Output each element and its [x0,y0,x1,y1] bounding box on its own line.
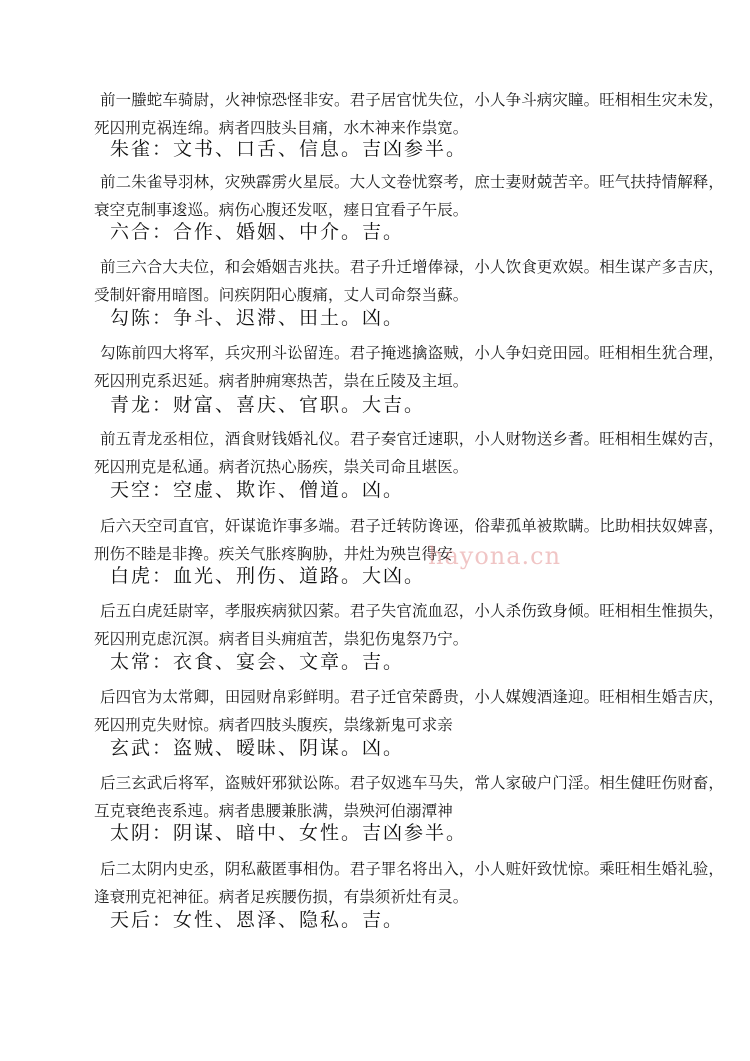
verse-line: 死囚刑克系迟延。病者肿痈寒热苦，祟在丘陵及主垣。 [94,372,469,390]
verse-paragraph-10 [94,855,725,911]
entry-heading-taiyin: 太阴：阴谋、暗中、女性。吉凶参半。 [110,822,468,844]
verse-line: 死囚刑克虑沉溟。病者目头痈疽苦，祟犯伤鬼祭乃宁。 [94,630,469,648]
verse-paragraph-4 [94,339,725,395]
verse-line: 刑伤不睦是非搀。疾关气胀疼胸胁，井灶为殃岂得安 [94,545,453,563]
verse-line: 后六天空司直官，奸谋诡诈事多端。君子迁转防谗诬，俗辈孤单被欺瞒。比助相扶奴婢喜， [100,517,725,535]
watermark: hayona.cn [428,542,562,570]
entry-heading-gouchen: 勾陈：争斗、迟滞、田土。凶。 [110,307,405,329]
verse-line: 后四官为太常卿，田园财帛彩鲜明。君子迁官荣爵贵，小人媒嫂酒逢迎。旺相相生婚吉庆， [100,688,725,706]
verse-paragraph-8 [94,683,725,739]
verse-line: 互克衰绝丧系迍。病者患腰兼胀满，祟殃河伯溺潭神 [94,802,453,820]
verse-line: 前一螣蛇车骑尉，火神惊恐怪非安。君子居官忧失位，小人争斗病灾瞳。旺相相生灾未发， [100,91,725,109]
entry-heading-tiankong: 天空：空虚、欺诈、僧道。凶。 [110,479,405,501]
entry-heading-tianhou: 天后：女性、恩泽、隐私。吉。 [110,909,405,931]
verse-line: 前二朱雀导羽林，灾殃霹雳火星辰。大人文卷忧察考，庶士妻财兢苦辛。旺气扶持情解释， [100,173,725,191]
verse-line: 前五青龙丞相位，酒食财钱婚礼仪。君子奏官迁速职，小人财物送乡耆。旺相相生媒妁吉， [100,430,725,448]
verse-line: 后三玄武后将军，盗贼奸邪狱讼陈。君子奴逃车马失，常人家破户门淫。相生健旺伤财畜， [100,774,725,792]
entry-heading-liuhe: 六合：合作、婚姻、中介。吉。 [110,221,405,243]
verse-paragraph-3 [94,253,725,309]
entry-heading-qinglong: 青龙：财富、喜庆、官职。大吉。 [110,394,426,416]
verse-line: 死囚刑克失财惊。病者四肢头腹疾，祟缘新鬼可求亲 [94,716,453,734]
entry-heading-xuanwu: 玄武：盗贼、暧昧、阴谋。凶。 [110,737,405,759]
entry-heading-baihu: 白虎：血光、刑伤、道路。大凶。 [110,565,426,587]
verse-paragraph-9 [94,769,725,825]
verse-line: 衰空克制事逡巡。病伤心腹还发呕，瘗日宜看子午辰。 [94,201,469,219]
verse-paragraph-2 [94,168,725,224]
verse-paragraph-6 [94,512,725,568]
verse-line: 后五白虎廷尉宰，孝服疾病狱囚萦。君子失官流血忍，小人杀伤致身倾。旺相相生惟损失， [100,602,725,620]
verse-line: 受制奸窬用暗图。问疾阴阳心腹痛，丈人司命祭当蘇。 [94,286,469,304]
verse-line: 后二太阴内史丞，阴私蔽匿事相伪。君子罪名将出入，小人赃奸致忧惊。乘旺相生婚礼验， [100,860,725,878]
verse-line: 前三六合大夫位，和会婚姻吉兆扶。君子升迁增俸禄，小人饮食更欢娱。相生谋产多吉庆， [100,258,725,276]
entry-heading-zhuque: 朱雀：文书、口舌、信息。吉凶参半。 [110,138,468,160]
verse-paragraph-5 [94,425,725,481]
verse-line: 勾陈前四大将军，兵灾刑斗讼留连。君子掩逃擒盗贼，小人争妇竞田园。旺相相生犹合理， [100,344,725,362]
verse-paragraph-7 [94,597,725,653]
verse-line: 逢衰刑克祀神征。病者足疾腰伤损，有祟须祈灶有灵。 [94,888,469,906]
verse-line: 死囚刑克祸连绵。病者四肢头目痛，水木神来作祟宽。 [94,119,469,137]
verse-line: 死囚刑克是私通。病者沉热心肠疾，祟关司命且堪医。 [94,458,469,476]
entry-heading-taichang: 太常：衣食、宴会、文章。吉。 [110,651,405,673]
